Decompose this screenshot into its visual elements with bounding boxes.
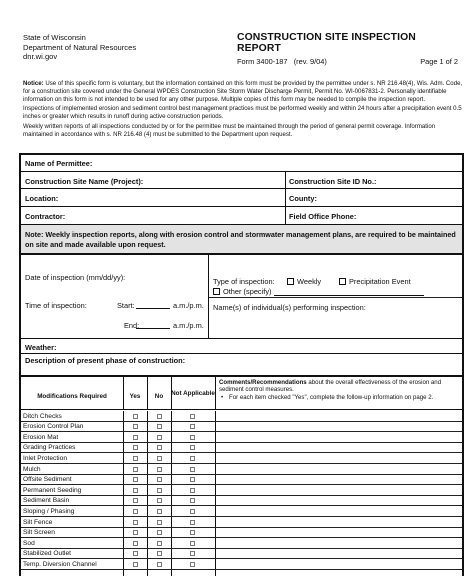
not-applicable-checkbox[interactable] — [190, 520, 195, 525]
divider — [215, 377, 216, 409]
table-row — [21, 548, 462, 549]
location-label: Location: — [25, 194, 59, 203]
notice-paragraph — [23, 80, 463, 103]
yes-checkbox[interactable] — [133, 520, 138, 525]
yes-checkbox[interactable] — [133, 467, 138, 472]
notice-section — [23, 80, 463, 141]
other-specify-field[interactable] — [274, 288, 424, 296]
not-applicable-checkbox[interactable] — [190, 424, 195, 429]
not-applicable-checkbox[interactable] — [190, 509, 195, 514]
end-time-field[interactable] — [136, 321, 170, 329]
modification-item-label: Sod — [23, 539, 35, 547]
yes-checkbox[interactable] — [133, 562, 138, 567]
no-checkbox[interactable] — [157, 467, 162, 472]
weekly-label: Weekly — [297, 277, 322, 286]
not-applicable-checkbox[interactable] — [190, 488, 195, 493]
notice-label: Notice: — [23, 80, 44, 87]
yes-checkbox[interactable] — [133, 551, 138, 556]
no-checkbox[interactable] — [157, 488, 162, 493]
modification-item-label: Erosion Control Plan — [23, 423, 84, 431]
agency-block — [23, 33, 136, 62]
inspection-form — [19, 153, 464, 576]
not-applicable-checkbox[interactable] — [190, 530, 195, 535]
no-checkbox[interactable] — [157, 414, 162, 419]
weather-label: Weather: — [25, 343, 57, 352]
not-applicable-checkbox[interactable] — [190, 456, 195, 461]
yes-checkbox[interactable] — [133, 509, 138, 514]
site-id-label: Construction Site ID No.: — [289, 177, 377, 186]
column-divider — [123, 411, 124, 576]
yes-column-header: Yes — [129, 393, 141, 400]
no-column-header: No — [154, 393, 164, 400]
no-checkbox[interactable] — [157, 530, 162, 535]
no-checkbox[interactable] — [157, 456, 162, 461]
precipitation-checkbox[interactable] — [339, 278, 346, 285]
not-applicable-checkbox[interactable] — [190, 551, 195, 556]
weather-row[interactable] — [21, 339, 462, 354]
modification-item-label: Permanent Seeding — [23, 486, 82, 494]
no-checkbox[interactable] — [157, 498, 162, 503]
location-row[interactable] — [21, 189, 462, 207]
not-applicable-checkbox[interactable] — [190, 562, 195, 567]
start-time-field[interactable] — [136, 301, 170, 309]
table-row — [21, 537, 462, 538]
no-checkbox[interactable] — [157, 541, 162, 546]
table-row — [21, 516, 462, 517]
yes-checkbox[interactable] — [133, 435, 138, 440]
table-row — [21, 495, 462, 496]
not-applicable-column-header: Not Applicable — [171, 390, 215, 397]
column-divider — [147, 411, 148, 576]
comments-column-header — [219, 379, 459, 401]
notice-text: Use of this specific form is voluntary, but the information contained on this form must be provided by the permittee under s. NR 216.48(4), Wis. Adm. Code, for a construction site covered under the General WPDES Construction Site Storm Water Discharge Permit, Permit No. WI-0067831-2. Personally identifiable information on this form is not intended to be used for any other purpose. Multiple copies of this form may be needed to compile the inspection report. — [23, 80, 463, 103]
page-number: Page 1 of 2 — [420, 57, 458, 66]
page-title: CONSTRUCTION SITE INSPECTION REPORT — [237, 32, 416, 54]
county-label: County: — [289, 194, 317, 203]
modification-item-label: Grading Practices — [23, 444, 76, 452]
contractor-label: Contractor: — [25, 212, 66, 221]
modification-item-label: Temp. Diversion Channel — [23, 560, 97, 568]
yes-checkbox[interactable] — [133, 498, 138, 503]
weekly-option[interactable] — [287, 277, 321, 286]
bullet-icon: • — [221, 393, 224, 401]
inspection-requirement-text: Inspections of implemented erosion and sediment control best management practices must be performed weekly and within 24 hours after a precipitation event 0.5 inches or greater which results in runoff during active construction periods. — [23, 105, 462, 121]
no-checkbox[interactable] — [157, 509, 162, 514]
other-label: Other — [223, 287, 242, 296]
description-row[interactable] — [21, 354, 462, 377]
modification-item-label: Offsite Sediment — [23, 476, 72, 484]
yes-checkbox[interactable] — [133, 541, 138, 546]
table-row — [21, 474, 462, 475]
yes-checkbox[interactable] — [133, 530, 138, 535]
comments-instruction — [219, 394, 459, 401]
no-checkbox[interactable] — [157, 445, 162, 450]
other-checkbox[interactable] — [213, 288, 220, 295]
divider — [285, 207, 286, 224]
modifications-table-header — [21, 377, 462, 410]
contractor-row[interactable] — [21, 207, 462, 225]
note-row — [21, 225, 462, 255]
column-divider — [171, 411, 172, 576]
permittee-row[interactable] — [21, 155, 462, 172]
yes-checkbox[interactable] — [133, 456, 138, 461]
not-applicable-checkbox[interactable] — [190, 445, 195, 450]
note-text: Note: Weekly inspection reports, along with erosion control and stormwater management plans, are required to be maintained on site and made available upon request. — [25, 230, 456, 249]
modification-item-label: Erosion Mat — [23, 433, 59, 441]
yes-checkbox[interactable] — [133, 488, 138, 493]
no-checkbox[interactable] — [157, 424, 162, 429]
not-applicable-checkbox[interactable] — [190, 414, 195, 419]
table-row — [21, 558, 462, 559]
no-checkbox[interactable] — [157, 435, 162, 440]
field-office-phone-label: Field Office Phone: — [289, 212, 357, 221]
divider — [285, 172, 286, 188]
modification-item-label: Silt Fence — [23, 518, 53, 526]
no-checkbox[interactable] — [157, 551, 162, 556]
divider — [209, 297, 462, 298]
table-row — [21, 569, 462, 570]
agency-state: State of Wisconsin — [23, 33, 86, 42]
not-applicable-checkbox[interactable] — [190, 498, 195, 503]
table-row — [21, 527, 462, 528]
agency-department: Department of Natural Resources — [23, 42, 137, 52]
specify-label: (specify) — [243, 287, 272, 296]
weekly-checkbox[interactable] — [287, 278, 294, 285]
modifications-column-header: Modifications Required — [37, 393, 107, 400]
comments-title: Comments/Recommendations — [219, 379, 307, 386]
table-row — [21, 505, 462, 506]
date-of-inspection-label: Date of inspection (mm/dd/yy): — [25, 273, 126, 282]
yes-checkbox[interactable] — [133, 414, 138, 419]
precipitation-option[interactable] — [339, 277, 411, 286]
modification-item-label: Silt Screen — [23, 529, 55, 537]
site-name-row[interactable] — [21, 172, 462, 189]
agency-website: dnr.wi.gov — [23, 52, 58, 61]
table-row — [21, 484, 462, 485]
time-of-inspection-label: Time of inspection: — [25, 301, 87, 310]
no-checkbox[interactable] — [157, 477, 162, 482]
table-row — [21, 442, 462, 443]
yes-checkbox[interactable] — [133, 424, 138, 429]
inspection-info-block — [21, 255, 462, 339]
description-label: Description of present phase of construction: — [25, 356, 186, 365]
comments-bullet-text: For each item checked "Yes", complete the follow-up information on page 2. — [229, 393, 434, 401]
start-ampm-label: a.m./p.m. — [173, 301, 204, 310]
yes-checkbox[interactable] — [133, 477, 138, 482]
column-divider — [215, 411, 216, 576]
no-checkbox[interactable] — [157, 520, 162, 525]
precipitation-label: Precipitation Event — [349, 277, 411, 286]
title-block — [237, 32, 458, 66]
modification-item-label: Inlet Protection — [23, 454, 67, 462]
modification-item-label: Sediment Basin — [23, 497, 70, 505]
modification-item-label: Stabilized Outlet — [23, 550, 72, 558]
form-number: Form 3400-187 (rev. 9/04) — [237, 57, 327, 66]
end-label: End: — [124, 321, 140, 330]
not-applicable-checkbox[interactable] — [190, 477, 195, 482]
start-label: Start: — [117, 301, 135, 310]
end-ampm-label: a.m./p.m. — [173, 321, 204, 330]
not-applicable-checkbox[interactable] — [190, 467, 195, 472]
modification-item-label: Sloping / Phasing — [23, 507, 75, 515]
modification-item-label: Ditch Checks — [23, 412, 62, 420]
report-requirement-text: Weekly written reports of all inspections conducted by or for the permittee must be maintained through the period of general permit coverage. Information maintained in accordance with s. NR 216.48 (4) must be submitted to the Department upon request. — [23, 122, 436, 138]
modification-item-label: Mulch — [23, 465, 41, 473]
permittee-label: Name of Permittee: — [25, 159, 93, 168]
other-option[interactable] — [213, 287, 424, 296]
divider — [285, 189, 286, 206]
site-name-label: Construction Site Name (Project): — [25, 177, 144, 186]
type-of-inspection-label: Type of inspection: — [213, 277, 275, 286]
table-row — [21, 452, 462, 453]
individuals-label: Name(s) of individual(s) performing inspection: — [213, 303, 366, 312]
not-applicable-checkbox[interactable] — [190, 435, 195, 440]
yes-checkbox[interactable] — [133, 445, 138, 450]
table-row — [21, 463, 462, 464]
no-checkbox[interactable] — [157, 562, 162, 567]
table-row — [21, 421, 462, 422]
comments-description: about the overall effectiveness of the erosion and sediment control measures. — [219, 379, 442, 394]
table-row — [21, 431, 462, 432]
not-applicable-checkbox[interactable] — [190, 541, 195, 546]
